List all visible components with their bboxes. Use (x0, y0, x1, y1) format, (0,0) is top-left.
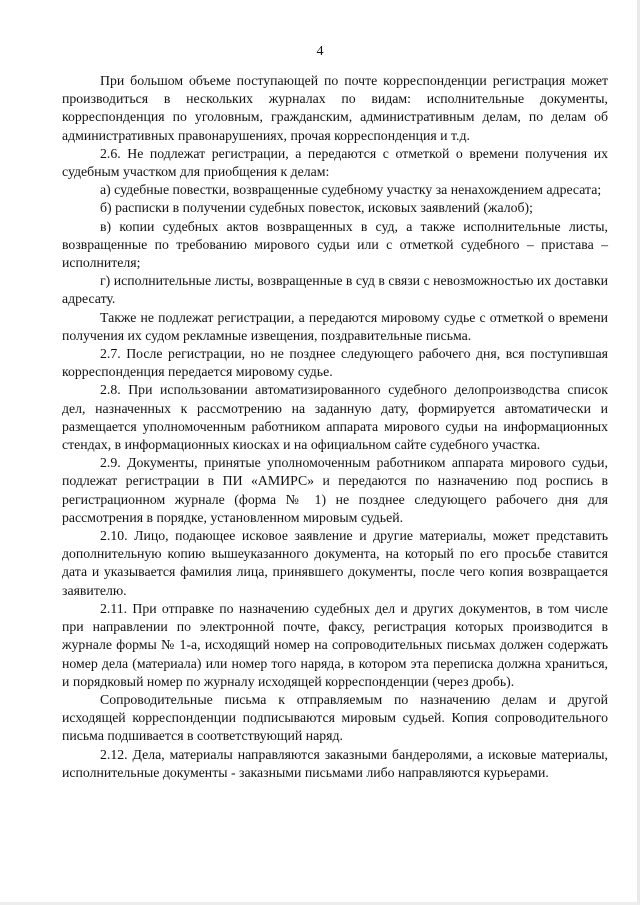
page-number: 4 (316, 44, 324, 59)
paragraph-cover-letters: Сопроводительные письма к отправляемым по назначению делам и другой исходящей корреспонденции подписываются мировым судьей. Копия сопроводительного письма подшивается в соответствующий наряд. (62, 691, 608, 744)
list-item-b: б) расписки в получении судебных повесток, исковых заявлений (жалоб); (100, 200, 533, 216)
paragraph-2-7: 2.7. После регистрации, но не позднее следующего рабочего дня, вся поступившая корреспонденция передается мировому судье. (62, 346, 608, 380)
paragraph-2-8: 2.8. При использовании автоматизированного судебного делопроизводства список дел, назначенных к рассмотрению на заданную дату, формируется автоматически и размещается уполномоченным работником аппарата мирового судьи на информационных стендах, в информационных киосках и на официальном сайте судебного участка. (62, 382, 608, 453)
list-item-v: в) копии судебных актов возвращенных в суд, а также исполнительные листы, возвращенные по требованию мирового судьи или с отметкой судебного – пристава – исполнителя; (62, 218, 608, 271)
document-body (62, 72, 608, 782)
paragraph-2-6: 2.6. Не подлежат регистрации, а передаются с отметкой о времени получения их судебным участком для приобщения к делам: (62, 145, 608, 180)
paragraph-2-10: 2.10. Лицо, подающее исковое заявление и другие материалы, может представить дополнительную копию вышеуказанного документа, на который по его просьбе ставится дата и указывается фамилия лица, принявшего документы, после чего копия возвращается заявителю. (62, 528, 608, 598)
paragraph-2-9: 2.9. Документы, принятые уполномоченным работником аппарата мирового судьи, подлежат регистрации в ПИ «АМИРС» и передаются по назначению под роспись в регистрационном журнале (форма № 1) не позднее следующего рабочего дня для рассмотрения в порядке, установленном мировым судьей. (62, 455, 608, 525)
list-item-a: а) судебные повестки, возвращенные судебному участку за ненахождением адресата; (100, 182, 602, 198)
paragraph-2-11: 2.11. При отправке по назначению судебных дел и других документов, в том числе при направлении по электронной почте, факсу, регистрация которых производится в журнале формы № 1-а, исходящий номер на сопроводительных письмах должен содержать номер дела (материала) или номер того наряда, в котором эта переписка должна храниться, и порядковый номер по журналу исходящей корреспонденции (через дробь). (62, 600, 608, 689)
paragraph-registration-journals: При большом объеме поступающей по почте корреспонденции регистрация может производиться в нескольких журналах по видам: исполнительные документы, корреспонденция по уголовным, гражданским, административным делам, по делам об административных правонарушениях, прочая корреспонденция и т.д. (62, 73, 608, 143)
paragraph-2-12: 2.12. Дела, материалы направляются заказными бандеролями, а исковые материалы, исполнительные документы - заказными письмами либо направляются курьерами. (62, 746, 608, 780)
paragraph-not-registered: Также не подлежат регистрации, а передаются мировому судье с отметкой о времени получения их судом рекламные извещения, поздравительные письма. (62, 309, 608, 343)
list-item-g: г) исполнительные листы, возвращенные в суд в связи с невозможностью их доставки адресату. (62, 273, 608, 307)
